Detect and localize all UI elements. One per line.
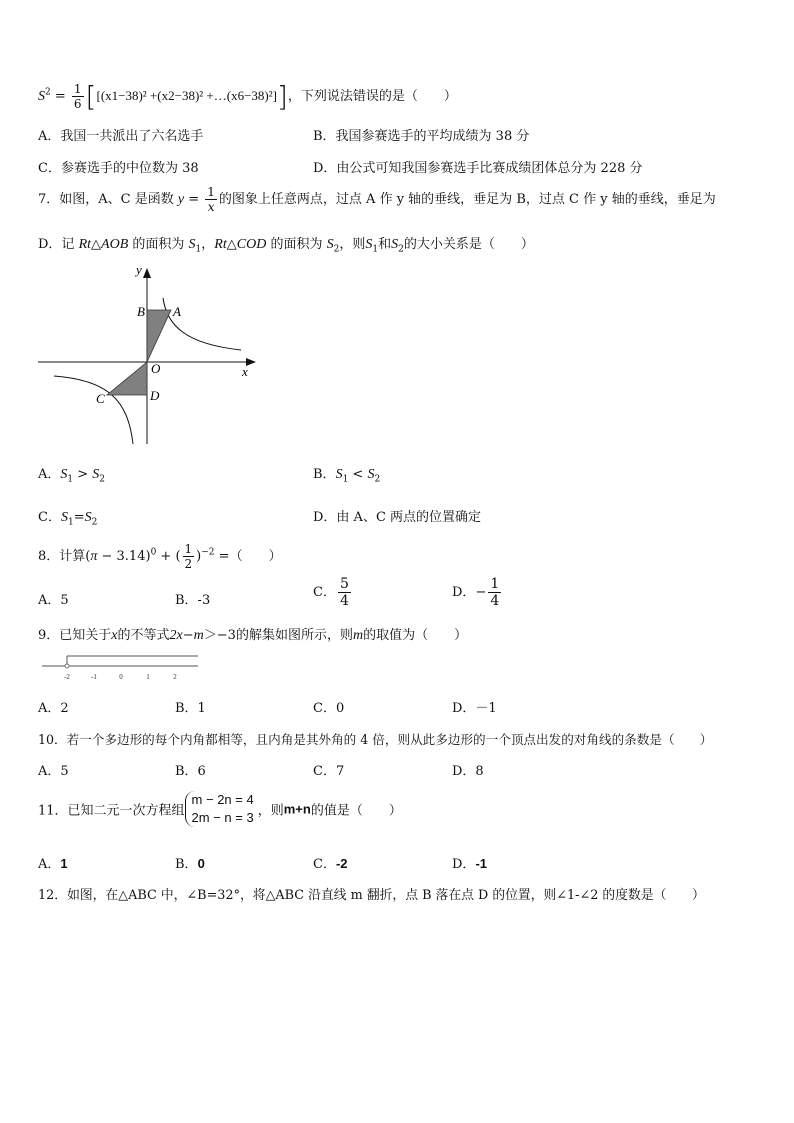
q7-line2-a: D．记: [38, 237, 75, 252]
q11-option-d[interactable]: D．-1: [452, 856, 487, 872]
triangle-cod: [107, 362, 147, 395]
q7-line2-d: ，则: [339, 237, 366, 252]
q9-option-d[interactable]: D．－1: [452, 701, 497, 716]
q7-option-c[interactable]: C．$S_1=S_2$: [38, 510, 98, 528]
q7-hyperbola-figure: [36, 258, 262, 448]
q7-part1: 7．如图，A、C 是函数: [38, 192, 174, 207]
tick-label: 2: [173, 673, 177, 681]
q6-option-a[interactable]: A．我国一共派出了六名选手: [38, 129, 204, 144]
q9-number-line: [40, 650, 202, 684]
y-axis-arrow-icon: [143, 268, 151, 278]
q7-option-b[interactable]: B．$S_1 < S_2$: [313, 467, 381, 485]
label-c: C: [96, 391, 105, 406]
q7-stem-line2: D．记 Rt△AOB 的面积为 $S_1$，Rt△COD 的面积为 $S_2$，则$S_1$和$S_2$的大小关系是（ ）: [38, 237, 534, 255]
q7-line2-c: 的面积为: [270, 237, 323, 252]
label-o: O: [151, 361, 161, 376]
q6-option-d[interactable]: D．由公式可知我国参赛选手比赛成绩团体总分为 228 分: [313, 161, 643, 176]
q11-stem: 11．已知二元一次方程组m − 2n = 4 2m − n = 3 ，则m+n的值是（ ）: [38, 792, 402, 825]
q8-option-d[interactable]: D．− $\frac{1}{4}$: [452, 576, 500, 609]
q11-eq2: 2m − n = 3: [191, 810, 254, 825]
q8-option-c[interactable]: C． $\frac{5}{4}$: [313, 576, 349, 609]
tick-label: 0: [119, 673, 123, 681]
q6-stem-tail: ，下列说法错误的是（ ）: [287, 89, 457, 104]
q7-line2-f: 的大小关系是（ ）: [403, 237, 534, 252]
q9-option-b[interactable]: B．1: [175, 701, 206, 716]
q9-stem: 9．已知关于x的不等式2x−m＞−3的解集如图所示，则m的取值为（ ）: [38, 628, 468, 643]
q8-prefix: 8．计算: [38, 549, 86, 564]
tick-label: -2: [64, 673, 70, 681]
q6-option-b[interactable]: B．我国参赛选手的平均成绩为 38 分: [313, 129, 530, 144]
label-y: y: [136, 262, 142, 277]
q10-option-b[interactable]: B．6: [175, 764, 206, 779]
q7-line2-e: 和: [378, 237, 392, 252]
q9-option-c[interactable]: C．0: [313, 701, 345, 716]
q10-option-a[interactable]: A．5: [38, 764, 69, 779]
label-d: D: [150, 388, 160, 403]
q9-option-a[interactable]: A．2: [38, 701, 69, 716]
q8-option-b[interactable]: B．-3: [175, 593, 211, 608]
q7-option-a[interactable]: A．$S_1 > S_2$: [38, 467, 106, 485]
label-a: A: [173, 304, 181, 319]
q6-option-c[interactable]: C．参赛选手的中位数为 38: [38, 161, 199, 176]
q7-stem-line1: 7．如图，A、C 是函数 y = $\frac{1}{x}$ 的图象上任意两点，过点 A 作 y 轴的垂线，垂足为 B，过点 C 作 y 轴的垂线，垂足为: [38, 185, 716, 214]
label-x: x: [242, 364, 248, 379]
open-point-icon: [65, 664, 69, 668]
label-b: B: [137, 304, 145, 319]
q8-stem: 8．计算$(\pi - 3.14)^0$ + ( $\frac{1}{2}$ )$^{-2}$ =（ ）: [38, 542, 282, 571]
q7-part2: 的图象上任意两点，过点 A 作 y 轴的垂线，垂足为 B，过点 C 作 y 轴的垂线，垂足为: [218, 192, 716, 207]
q11-eq1: m − 2n = 4: [191, 792, 254, 807]
tick-label: 1: [146, 673, 150, 681]
q11-equation-system: [185, 791, 258, 827]
q12-stem: 12．如图，在△ABC 中，∠B=32°，将△ABC 沿直线 m 翻折，点 B 落在点 D 的位置，则∠1-∠2 的度数是（ ）: [38, 888, 705, 903]
q11-option-c[interactable]: C．-2: [313, 856, 348, 872]
q6-formula-line: $S^2$ = $\frac{1}{6}$ [[(x1−38)² +(x2−38)² +…(x6−38)²]]，下列说法错误的是（ ）: [38, 80, 457, 113]
q10-option-c[interactable]: C．7: [313, 764, 345, 779]
q10-stem: 10．若一个多边形的每个内角都相等，且内角是其外角的 4 倍，则从此多边形的一个顶点出发的对角线的条数是（ ）: [38, 732, 713, 747]
q7-line2-b: 的面积为: [132, 237, 185, 252]
q6-formula-tail: [(x1−38)² +(x2−38)² +…(x6−38)²]: [96, 88, 277, 103]
q11-option-a[interactable]: A．1: [38, 856, 68, 872]
q10-option-d[interactable]: D．8: [452, 764, 484, 779]
q7-option-d[interactable]: D．由 A、C 两点的位置确定: [313, 510, 482, 525]
q8-suffix: （ ）: [229, 549, 282, 564]
q11-option-b[interactable]: B．0: [175, 856, 205, 872]
tick-label: -1: [91, 673, 97, 681]
q8-option-a[interactable]: A．5: [38, 593, 69, 608]
triangle-aob: [147, 310, 171, 362]
